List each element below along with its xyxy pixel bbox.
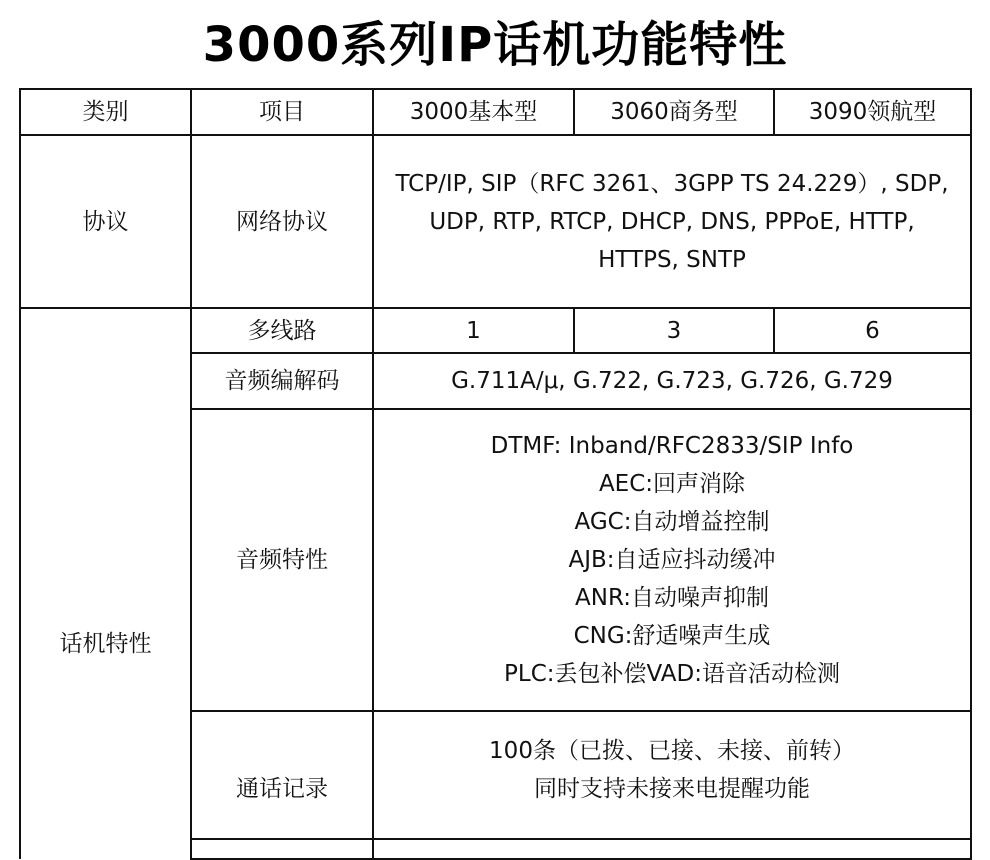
header-business-model: 3060商务型: [574, 89, 774, 135]
feature-table: [19, 88, 972, 860]
page-title: 3000系列IP话机功能特性: [202, 17, 788, 73]
audio-feature-line: AGC:自动增益控制: [574, 509, 770, 535]
header-category: 类别: [20, 89, 191, 135]
category-phone-features: 话机特性: [20, 308, 191, 859]
audio-feature-line: ANR:自动噪声抑制: [575, 585, 769, 611]
item-audio-codec: 音频编解码: [191, 353, 373, 409]
audio-feature-line: AEC:回声消除: [598, 471, 746, 497]
item-call-log: 通话记录: [191, 711, 373, 839]
item-audio-features: 音频特性: [191, 409, 373, 711]
call-log-line: 100条（已拨、已接、未接、前转）: [489, 738, 855, 764]
header-navigator-model: 3090领航型: [774, 89, 971, 135]
header-basic-model: 3000基本型: [373, 89, 574, 135]
protocol-line: UDP, RTP, RTCP, DHCP, DNS, PPPoE, HTTP,: [429, 208, 915, 235]
category-protocol: 协议: [20, 135, 191, 308]
audio-feature-line: PLC:丢包补偿VAD:语音活动检测: [504, 661, 840, 687]
next-row-value: [373, 839, 971, 859]
multiline-business: 3: [574, 308, 774, 353]
audio-feature-lines: [374, 427, 970, 693]
item-network-protocol: 网络协议: [191, 135, 373, 308]
codec-value: G.711A/μ, G.722, G.723, G.726, G.729: [373, 353, 971, 409]
next-row-item: [191, 839, 373, 859]
audio-feature-line: CNG:舒适噪声生成: [573, 623, 771, 649]
item-multiline: 多线路: [191, 308, 373, 353]
audio-feature-line: AJB:自适应抖动缓冲: [568, 547, 776, 573]
audio-features-value: [373, 409, 971, 711]
protocol-row: [20, 135, 971, 308]
audio-feature-line: DTMF: Inband/RFC2833/SIP Info: [490, 433, 854, 459]
protocol-line: HTTPS, SNTP: [598, 246, 746, 273]
header-row: [20, 89, 971, 135]
multiline-navigator: 6: [774, 308, 971, 353]
call-log-line: 同时支持未接来电提醒功能: [534, 776, 810, 802]
multiline-row: [20, 308, 971, 353]
call-log-value: [373, 711, 971, 839]
protocol-line: TCP/IP, SIP（RFC 3261、3GPP TS 24.229）, SDP,: [395, 170, 949, 197]
header-item: 项目: [191, 89, 373, 135]
multiline-basic: 1: [373, 308, 574, 353]
call-log-lines: [374, 732, 970, 808]
protocol-value: [373, 135, 971, 308]
protocol-lines: [374, 165, 970, 279]
